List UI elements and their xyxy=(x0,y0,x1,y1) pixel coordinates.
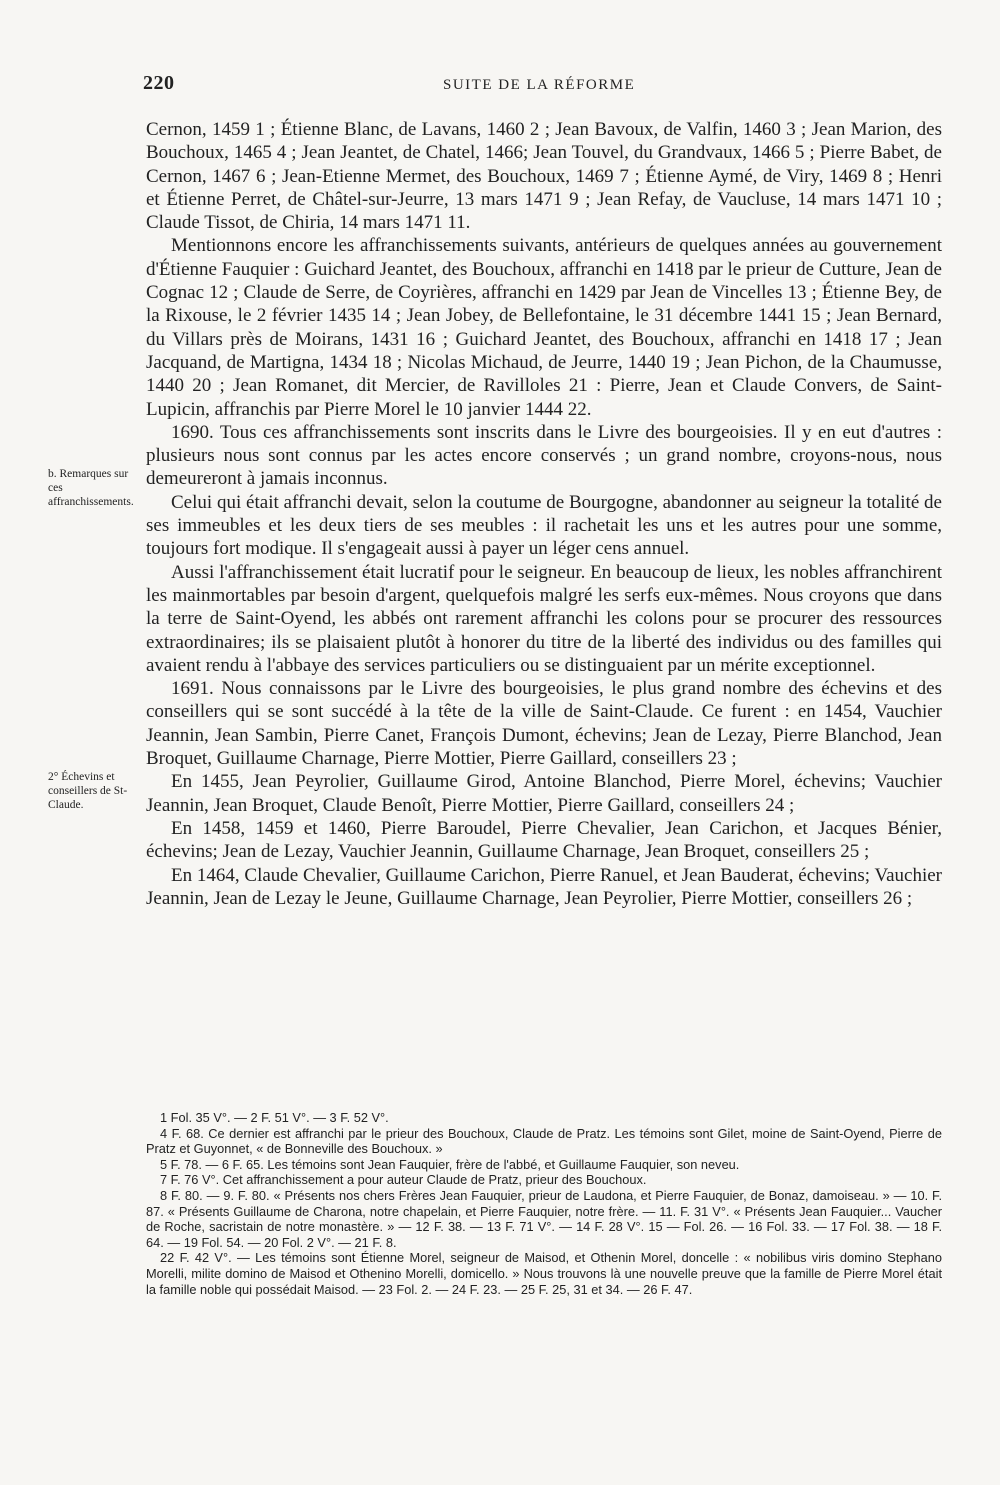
paragraph: En 1458, 1459 et 1460, Pierre Baroudel, Pierre Chevalier, Jean Carichon, et Jacques Bénier, échevins; Jean de Lezay, Vauchier Jeannin, Guillaume Charnage, Jean Broquet, conseillers 25 ; xyxy=(146,817,942,863)
footnote: 4 F. 68. Ce dernier est affranchi par le prieur des Bouchoux, Claude de Pratz. Les témoins sont Gilet, moine de Saint-Oyend, Pierre de Pratz et Guyonnet, « de Bonneville des Bouchoux. » xyxy=(146,1125,942,1157)
paragraph: Mentionnons encore les affranchissements suivants, antérieurs de quelques années au gouvernement d'Étienne Fauquier : Guichard Jeantet, des Bouchoux, affranchi en 1418 par le prieur de Cutture, Jean de Cognac 12 ; Claude de Serre, de Coyrières, affranchi en 1429 par Jean de Vincelles 13 ; Étienne Bey, de la Rixouse, le 2 février 1435 14 ; Jean Jobey, de Bellefontaine, le 31 décembre 1441 15 ; Jean Bernard, du Villars près de Moirans, 1431 16 ; Guichard Jeantet, des Bouchoux, affranchi en 1418 17 ; Jean Jacquand, de Martigna, 1434 18 ; Nicolas Michaud, de Jeurre, 1440 19 ; Jean Pichon, de la Chaumusse, 1440 20 ; Jean Romanet, dit Mercier, de Ravilloles 21 : Pierre, Jean et Claude Convers, de Saint-Lupicin, affranchis par Pierre Morel le 10 janvier 1444 22. xyxy=(146,235,942,420)
footnote: 5 F. 78. — 6 F. 65. Les témoins sont Jean Fauquier, frère de l'abbé, et Guillaume Fauquier, son neveu. xyxy=(160,1156,740,1172)
footnotes xyxy=(146,1110,942,1297)
paragraph: En 1464, Claude Chevalier, Guillaume Carichon, Pierre Ranuel, et Jean Bauderat, échevins; Vauchier Jeannin, Jean de Lezay le Jeune, Guillaume Charnage, Jean Peyrolier, Pierre Mottier, conseillers 26 ; xyxy=(146,864,942,909)
paragraph: En 1455, Jean Peyrolier, Guillaume Girod, Antoine Blanchod, Pierre Morel, échevins; Vauchier Jeannin, Jean Broquet, Claude Benoît, Pierre Mottier, Pierre Gaillard, conseillers 24 ; xyxy=(146,771,942,816)
paragraph: Aussi l'affranchissement était lucratif pour le seigneur. En beaucoup de lieux, les nobles affranchirent les mainmortables par besoin d'argent, quelquefois malgré les serfs eux-mêmes. Nous croyons que dans la terre de Saint-Oyend, les abbés ont rarement affranchi les colons pour se procurer des ressources extraordinaires; ils se plaisaient plutôt à honorer du titre de la liberté des individus ou des familles qui avaient rendu à l'abbaye des services particuliers ou se distinguaient par un mérite exceptionnel. xyxy=(146,561,942,676)
footnote: 1 Fol. 35 V°. — 2 F. 51 V°. — 3 F. 52 V°. xyxy=(160,1110,389,1125)
paragraph: 1691. Nous connaissons par le Livre des bourgeoisies, le plus grand nombre des échevins et des conseillers qui se sont succédé à la tête de la ville de Saint-Claude. Ce furent : en 1454, Vauchier Jeannin, Jean Sambin, Pierre Canet, François Dumont, échevins; Jean de Lezay, Pierre Blanchod, Jean Broquet, Guillaume Charnage, Pierre Mottier, Pierre Gaillard, conseillers 23 ; xyxy=(146,678,942,770)
page-number: 220 xyxy=(143,72,175,94)
page-header xyxy=(143,72,943,102)
footnote: 8 F. 80. — 9. F. 80. « Présents nos chers Frères Jean Fauquier, prieur de Laudona, et Pierre Fauquier, de Bonaz, damoiseau. » — 10. F. 87. « Présents Guillaume de Charona, notre chapelain, et Pierre Fauquier, notre frère. — 11. F. 31 V°. « Présents Jean Fauquier... Vaucher de Roche, sacristain de notre monastère. » — 12 F. 38. — 13 F. 71 V°. — 14 F. 28 V°. 15 — Fol. 26. — 16 Fol. 33. — 17 Fol. 38. — 18 F. 64. — 19 Fol. 54. — 20 Fol. 2 V°. — 21 F. 8. xyxy=(146,1187,942,1250)
running-title: SUITE DE LA RÉFORME xyxy=(443,77,636,93)
footnote: 7 F. 76 V°. Cet affranchissement a pour auteur Claude de Pratz, prieur des Bouchoux. xyxy=(160,1172,647,1188)
paragraph: Cernon, 1459 1 ; Étienne Blanc, de Lavans, 1460 2 ; Jean Bavoux, de Valfin, 1460 3 ; Jean Marion, des Bouchoux, 1465 4 ; Jean Jeantet, de Chatel, 1466; Jean Touvel, du Grandvaux, 1466 5 ; Pierre Babet, de Cernon, 1467 6 ; Jean-Etienne Mermet, des Bouchoux, 1469 7 ; Étienne Aymé, de Viry, 1469 8 ; Henri et Étienne Perret, de Châtel-sur-Jeurre, 13 mars 1471 9 ; Jean Refay, de Vaucluse, 14 mars 1471 10 ; Claude Tissot, de Chiria, 14 mars 1471 11. xyxy=(146,119,942,234)
margin-note-remarques: b. Remarques sur ces affranchissements. xyxy=(48,468,134,508)
margin-note-echevins: 2° Échevins et conseillers de St-Claude. xyxy=(48,771,128,811)
paragraph: Celui qui était affranchi devait, selon la coutume de Bourgogne, abandonner au seigneur la totalité de ses immeubles et les deux tiers de ses meubles : il rachetait les uns et les autres pour une somme, toujours fort modique. Il s'engageait aussi à payer un léger cens annuel. xyxy=(146,491,942,560)
main-text xyxy=(146,118,942,910)
paragraph: 1690. Tous ces affranchissements sont inscrits dans le Livre des bourgeoisies. Il y en eut d'autres : plusieurs nous sont connus par les actes encore conservés ; un grand nombre, croyons-nous, nous demeureront à jamais inconnus. xyxy=(146,421,942,490)
footnote: 22 F. 42 V°. — Les témoins sont Étienne Morel, seigneur de Maisod, et Othenin Morel, doncelle : « nobilibus viris domino Stephano Morelli, milite domino de Maisod et Othenino Morelli, domicello. » Nous trouvons là une nouvelle preuve que la famille de Pierre Morel était la famille noble qui possédait Maisod. — 23 Fol. 2. — 24 F. 23. — 25 F. 25, 31 et 34. — 26 F. 47. xyxy=(146,1250,942,1297)
